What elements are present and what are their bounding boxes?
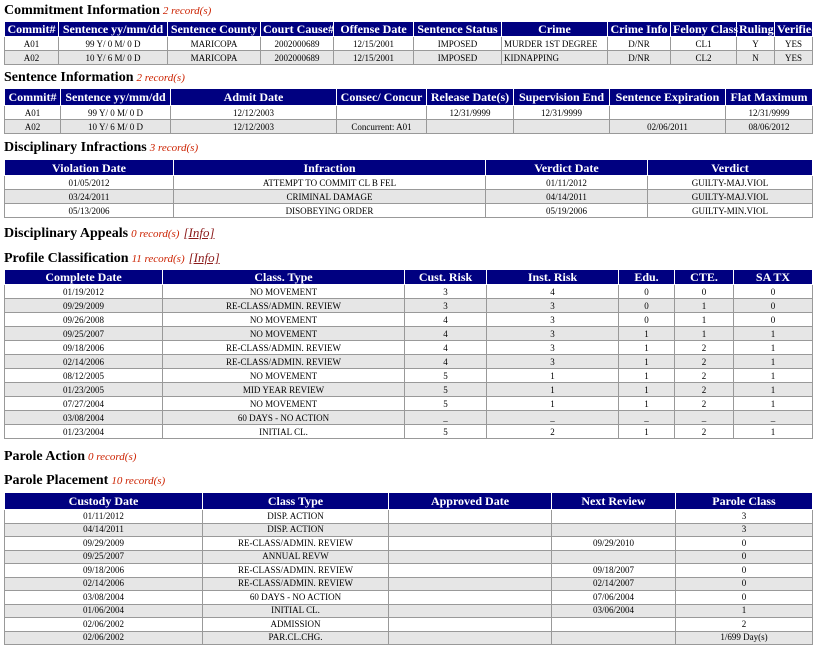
appeals-count: 0 record(s) [131, 228, 180, 240]
parole-placement-cell [552, 631, 676, 645]
parole-placement-cell [552, 523, 676, 537]
commitment-cell: D/NR [608, 51, 671, 65]
sentence-title: Sentence Information [4, 70, 134, 85]
profile-cell: 2 [487, 425, 619, 439]
parole-placement-cell [552, 550, 676, 564]
profile-cell: 09/18/2006 [5, 341, 163, 355]
infractions-header-row [5, 160, 813, 176]
profile-cell: 2 [675, 425, 734, 439]
parole-placement-header-3: Next Review [552, 493, 676, 510]
profile-count: 11 record(s) [131, 253, 185, 265]
profile-cell: 4 [487, 285, 619, 299]
sentence-cell [610, 106, 726, 120]
sentence-cell [514, 120, 610, 134]
parole-placement-row [5, 591, 813, 605]
profile-header-3: Inst. Risk [487, 270, 619, 285]
profile-row [5, 313, 813, 327]
profile-info-link[interactable]: [Info] [188, 250, 220, 265]
profile-cell: 1 [487, 369, 619, 383]
parole-placement-cell: RE-CLASS/ADMIN. REVIEW [203, 537, 389, 551]
infractions-cell: GUILTY-MIN.VIOL [648, 204, 813, 218]
sentence-header-2: Admit Date [171, 89, 337, 106]
profile-row [5, 327, 813, 341]
parole-placement-row [5, 537, 813, 551]
sentence-cell: 99 Y/ 0 M/ 0 D [61, 106, 171, 120]
parole-placement-cell: 03/06/2004 [552, 604, 676, 618]
profile-cell: 60 DAYS - NO ACTION [163, 411, 405, 425]
profile-cell: RE-CLASS/ADMIN. REVIEW [163, 355, 405, 369]
parole-placement-cell: 0 [676, 564, 813, 578]
parole-placement-row [5, 577, 813, 591]
parole-placement-cell: 03/08/2004 [5, 591, 203, 605]
profile-cell: 5 [405, 425, 487, 439]
sentence-count: 2 record(s) [136, 72, 185, 84]
profile-cell: 1 [619, 369, 675, 383]
infractions-header-1: Infraction [174, 160, 486, 176]
commitment-cell: N [737, 51, 775, 65]
parole-placement-cell [389, 564, 552, 578]
profile-table [4, 269, 813, 439]
commitment-cell: A02 [5, 51, 59, 65]
appeals-info-link[interactable]: [Info] [183, 225, 215, 240]
sentence-rows [5, 106, 813, 134]
parole-placement-cell: 02/14/2007 [552, 577, 676, 591]
parole-placement-cell: 01/11/2012 [5, 510, 203, 524]
profile-cell: 2 [675, 383, 734, 397]
appeals-section-title [0, 222, 823, 244]
sentence-cell [337, 106, 427, 120]
parole-placement-row [5, 510, 813, 524]
profile-cell: 5 [405, 397, 487, 411]
infractions-rows [5, 176, 813, 218]
parole-placement-header-2: Approved Date [389, 493, 552, 510]
commitment-cell: 99 Y/ 0 M/ 0 D [59, 37, 168, 51]
sentence-cell: 12/31/9999 [427, 106, 514, 120]
parole-placement-cell: DISP. ACTION [203, 510, 389, 524]
profile-cell: 1 [734, 425, 813, 439]
infractions-cell: 01/11/2012 [486, 176, 648, 190]
sentence-table [4, 88, 813, 134]
parole-placement-cell: INITIAL CL. [203, 604, 389, 618]
parole-placement-cell [389, 537, 552, 551]
commitment-header-10: Verified [775, 22, 813, 37]
commitment-cell: MARICOPA [168, 51, 261, 65]
sentence-cell: 10 Y/ 6 M/ 0 D [61, 120, 171, 134]
parole-placement-cell: 3 [676, 523, 813, 537]
commitment-cell: IMPOSED [414, 37, 502, 51]
profile-cell: RE-CLASS/ADMIN. REVIEW [163, 299, 405, 313]
profile-cell: 0 [734, 313, 813, 327]
profile-cell: 1 [619, 355, 675, 369]
commitment-cell: A01 [5, 37, 59, 51]
profile-cell: 1 [734, 341, 813, 355]
parole-placement-cell: 04/14/2011 [5, 523, 203, 537]
commitment-count: 2 record(s) [162, 5, 212, 17]
profile-cell: 4 [405, 327, 487, 341]
profile-cell: 1 [619, 425, 675, 439]
parole-placement-header-1: Class Type [203, 493, 389, 510]
parole-placement-cell: 3 [676, 510, 813, 524]
parole-placement-cell: 09/29/2010 [552, 537, 676, 551]
profile-cell: 5 [405, 369, 487, 383]
infractions-cell: 05/19/2006 [486, 204, 648, 218]
infractions-cell: GUILTY-MAJ.VIOL [648, 190, 813, 204]
profile-cell: 01/19/2012 [5, 285, 163, 299]
parole-placement-cell [389, 591, 552, 605]
commitment-header-5: Sentence Status [414, 22, 502, 37]
parole-placement-row [5, 523, 813, 537]
profile-cell: 2 [675, 397, 734, 411]
profile-cell: 1 [734, 383, 813, 397]
appeals-title: Disciplinary Appeals [4, 226, 129, 241]
commitment-cell: 12/15/2001 [334, 51, 414, 65]
commitment-header-8: Felony Class [671, 22, 737, 37]
profile-cell: NO MOVEMENT [163, 313, 405, 327]
profile-rows [5, 285, 813, 439]
infractions-cell: 04/14/2011 [486, 190, 648, 204]
commitment-cell: KIDNAPPING [502, 51, 608, 65]
infractions-header-2: Verdict Date [486, 160, 648, 176]
commitment-cell: MARICOPA [168, 37, 261, 51]
profile-cell: 3 [405, 285, 487, 299]
infractions-row [5, 190, 813, 204]
commitment-section-title [0, 1, 823, 21]
commitment-cell: Y [737, 37, 775, 51]
parole-placement-cell: 09/18/2007 [552, 564, 676, 578]
commitment-cell: CL1 [671, 37, 737, 51]
profile-header-row [5, 270, 813, 285]
profile-cell: NO MOVEMENT [163, 285, 405, 299]
infractions-title: Disciplinary Infractions [4, 140, 147, 155]
parole-placement-cell: PAR.CL.CHG. [203, 631, 389, 645]
sentence-header-0: Commit# [5, 89, 61, 106]
parole-placement-cell [389, 618, 552, 632]
sentence-header-3: Consec/ Concur [337, 89, 427, 106]
profile-row [5, 425, 813, 439]
profile-cell: 01/23/2005 [5, 383, 163, 397]
parole-placement-cell: 07/06/2004 [552, 591, 676, 605]
commitment-header-4: Offense Date [334, 22, 414, 37]
profile-cell: 4 [405, 355, 487, 369]
commitment-header-1: Sentence yy/mm/dd [59, 22, 168, 37]
sentence-cell: 08/06/2012 [726, 120, 813, 134]
parole-placement-row [5, 550, 813, 564]
profile-cell: 0 [734, 285, 813, 299]
profile-cell: 2 [675, 369, 734, 383]
commitment-header-9: Ruling [737, 22, 775, 37]
parole-placement-cell: 01/06/2004 [5, 604, 203, 618]
profile-cell: 3 [405, 299, 487, 313]
commitment-cell: CL2 [671, 51, 737, 65]
parole-placement-cell [389, 523, 552, 537]
commitment-cell: 2002000689 [261, 51, 334, 65]
parole-placement-cell [552, 510, 676, 524]
sentence-cell: 02/06/2011 [610, 120, 726, 134]
profile-header-1: Class. Type [163, 270, 405, 285]
commitment-table [4, 21, 818, 65]
profile-cell: 0 [734, 299, 813, 313]
offender-record-page [0, 1, 823, 645]
parole-placement-count: 10 record(s) [111, 475, 166, 487]
profile-cell: 1 [487, 397, 619, 411]
infractions-cell: 05/13/2006 [5, 204, 174, 218]
infractions-header-0: Violation Date [5, 160, 174, 176]
infractions-row [5, 204, 813, 218]
commitment-header-3: Court Cause# [261, 22, 334, 37]
profile-cell: 09/26/2008 [5, 313, 163, 327]
commitment-cell: 2002000689 [261, 37, 334, 51]
parole-placement-cell [389, 604, 552, 618]
profile-cell: 1 [619, 327, 675, 341]
infractions-row [5, 176, 813, 190]
profile-cell: 2 [675, 341, 734, 355]
parole-action-title: Parole Action [4, 449, 86, 464]
commitment-cell: 12/15/2001 [334, 37, 414, 51]
parole-placement-cell: 09/18/2006 [5, 564, 203, 578]
parole-placement-cell: 09/25/2007 [5, 550, 203, 564]
profile-cell: 07/27/2004 [5, 397, 163, 411]
commitment-title: Commitment Information [4, 3, 160, 18]
profile-cell: 2 [675, 355, 734, 369]
parole-placement-header-4: Parole Class [676, 493, 813, 510]
profile-cell: _ [734, 411, 813, 425]
parole-placement-cell [389, 550, 552, 564]
commitment-header-0: Commit# [5, 22, 59, 37]
parole-placement-row [5, 604, 813, 618]
infractions-cell: GUILTY-MAJ.VIOL [648, 176, 813, 190]
commitment-cell: 10 Y/ 6 M/ 0 D [59, 51, 168, 65]
commitment-cell: MURDER 1ST DEGREE [502, 37, 608, 51]
profile-cell: 1 [619, 341, 675, 355]
parole-placement-row [5, 631, 813, 645]
infractions-header-3: Verdict [648, 160, 813, 176]
parole-placement-cell: RE-CLASS/ADMIN. REVIEW [203, 564, 389, 578]
profile-cell: NO MOVEMENT [163, 327, 405, 341]
profile-header-5: CTE. [675, 270, 734, 285]
profile-cell: 1 [734, 355, 813, 369]
profile-cell: MID YEAR REVIEW [163, 383, 405, 397]
profile-cell: 3 [487, 355, 619, 369]
infractions-count: 3 record(s) [149, 142, 199, 154]
profile-cell: 02/14/2006 [5, 355, 163, 369]
parole-placement-row [5, 564, 813, 578]
parole-placement-table [4, 492, 813, 645]
profile-cell: 09/29/2009 [5, 299, 163, 313]
commitment-cell: YES [775, 51, 813, 65]
parole-placement-cell: DISP. ACTION [203, 523, 389, 537]
commitment-row [5, 51, 813, 65]
sentence-header-7: Flat Maximum [726, 89, 813, 106]
infractions-cell: CRIMINAL DAMAGE [174, 190, 486, 204]
sentence-cell: 12/31/9999 [514, 106, 610, 120]
profile-cell: RE-CLASS/ADMIN. REVIEW [163, 341, 405, 355]
commitment-rows [5, 37, 813, 65]
profile-cell: 5 [405, 383, 487, 397]
sentence-header-5: Supervision End [514, 89, 610, 106]
profile-row [5, 299, 813, 313]
profile-cell: 3 [487, 327, 619, 341]
profile-header-2: Cust. Risk [405, 270, 487, 285]
profile-cell: 1 [619, 397, 675, 411]
parole-placement-cell: 1/699 Day(s) [676, 631, 813, 645]
profile-cell: 1 [619, 383, 675, 397]
parole-placement-cell: 0 [676, 537, 813, 551]
commitment-cell: IMPOSED [414, 51, 502, 65]
profile-cell: 08/12/2005 [5, 369, 163, 383]
profile-cell: 4 [405, 341, 487, 355]
profile-cell: 0 [619, 313, 675, 327]
commitment-header-7: Crime Info [608, 22, 671, 37]
parole-placement-section-title [0, 470, 823, 492]
sentence-header-6: Sentence Expiration [610, 89, 726, 106]
sentence-cell: 12/12/2003 [171, 120, 337, 134]
sentence-cell: A02 [5, 120, 61, 134]
profile-cell: 1 [675, 313, 734, 327]
profile-title: Profile Classification [4, 251, 129, 266]
parole-placement-rows [5, 510, 813, 645]
parole-placement-cell: 02/06/2002 [5, 618, 203, 632]
sentence-cell: Concurrent: A01 [337, 120, 427, 134]
sentence-header-row [5, 89, 813, 106]
parole-placement-cell: 2 [676, 618, 813, 632]
profile-cell: 1 [675, 327, 734, 341]
sentence-row [5, 120, 813, 134]
sentence-row [5, 106, 813, 120]
commitment-row [5, 37, 813, 51]
sentence-cell [427, 120, 514, 134]
sentence-cell: 12/31/9999 [726, 106, 813, 120]
parole-placement-cell: 0 [676, 591, 813, 605]
infractions-section-title [0, 137, 823, 159]
parole-placement-cell [389, 577, 552, 591]
profile-row [5, 341, 813, 355]
profile-cell: 3 [487, 313, 619, 327]
profile-cell: _ [405, 411, 487, 425]
parole-placement-cell [552, 618, 676, 632]
profile-cell: NO MOVEMENT [163, 369, 405, 383]
parole-placement-cell: 09/29/2009 [5, 537, 203, 551]
profile-cell: 01/23/2004 [5, 425, 163, 439]
commitment-cell: YES [775, 37, 813, 51]
profile-cell: 0 [619, 285, 675, 299]
sentence-header-1: Sentence yy/mm/dd [61, 89, 171, 106]
parole-placement-header-0: Custody Date [5, 493, 203, 510]
profile-cell: NO MOVEMENT [163, 397, 405, 411]
parole-placement-cell: 0 [676, 550, 813, 564]
parole-action-section-title [0, 446, 823, 468]
infractions-cell: ATTEMPT TO COMMIT CL B FEL [174, 176, 486, 190]
profile-row [5, 411, 813, 425]
infractions-cell: 03/24/2011 [5, 190, 174, 204]
commitment-header-6: Crime [502, 22, 608, 37]
parole-placement-cell [389, 510, 552, 524]
commitment-header-row [5, 22, 813, 37]
profile-row [5, 369, 813, 383]
profile-cell: 1 [734, 369, 813, 383]
parole-placement-row [5, 618, 813, 632]
sentence-cell: 12/12/2003 [171, 106, 337, 120]
profile-section-title [0, 247, 823, 269]
profile-cell: _ [487, 411, 619, 425]
parole-placement-cell: ADMISSION [203, 618, 389, 632]
parole-placement-cell: 02/14/2006 [5, 577, 203, 591]
profile-header-4: Edu. [619, 270, 675, 285]
profile-cell: 4 [405, 313, 487, 327]
profile-cell: _ [619, 411, 675, 425]
profile-cell: _ [675, 411, 734, 425]
parole-placement-title: Parole Placement [4, 473, 109, 488]
sentence-section-title [0, 68, 823, 88]
profile-cell: 1 [734, 397, 813, 411]
commitment-header-2: Sentence County [168, 22, 261, 37]
parole-placement-cell [389, 631, 552, 645]
profile-row [5, 285, 813, 299]
parole-placement-cell: 60 DAYS - NO ACTION [203, 591, 389, 605]
profile-cell: 1 [487, 383, 619, 397]
parole-action-count: 0 record(s) [88, 451, 137, 463]
profile-row [5, 397, 813, 411]
parole-placement-cell: RE-CLASS/ADMIN. REVIEW [203, 577, 389, 591]
infractions-cell: 01/05/2012 [5, 176, 174, 190]
profile-cell: 03/08/2004 [5, 411, 163, 425]
profile-header-6: SA TX [734, 270, 813, 285]
parole-placement-cell: 02/06/2002 [5, 631, 203, 645]
parole-placement-cell: 1 [676, 604, 813, 618]
profile-cell: INITIAL CL. [163, 425, 405, 439]
parole-placement-header-row [5, 493, 813, 510]
sentence-cell: A01 [5, 106, 61, 120]
commitment-cell: D/NR [608, 37, 671, 51]
profile-cell: 09/25/2007 [5, 327, 163, 341]
parole-placement-cell: 0 [676, 577, 813, 591]
profile-header-0: Complete Date [5, 270, 163, 285]
infractions-cell: DISOBEYING ORDER [174, 204, 486, 218]
profile-cell: 1 [734, 327, 813, 341]
parole-placement-cell: ANNUAL REVW [203, 550, 389, 564]
profile-cell: 3 [487, 341, 619, 355]
profile-cell: 1 [675, 299, 734, 313]
profile-cell: 3 [487, 299, 619, 313]
infractions-table [4, 159, 813, 218]
sentence-header-4: Release Date(s) [427, 89, 514, 106]
profile-row [5, 383, 813, 397]
profile-cell: 0 [619, 299, 675, 313]
profile-cell: 0 [675, 285, 734, 299]
profile-row [5, 355, 813, 369]
